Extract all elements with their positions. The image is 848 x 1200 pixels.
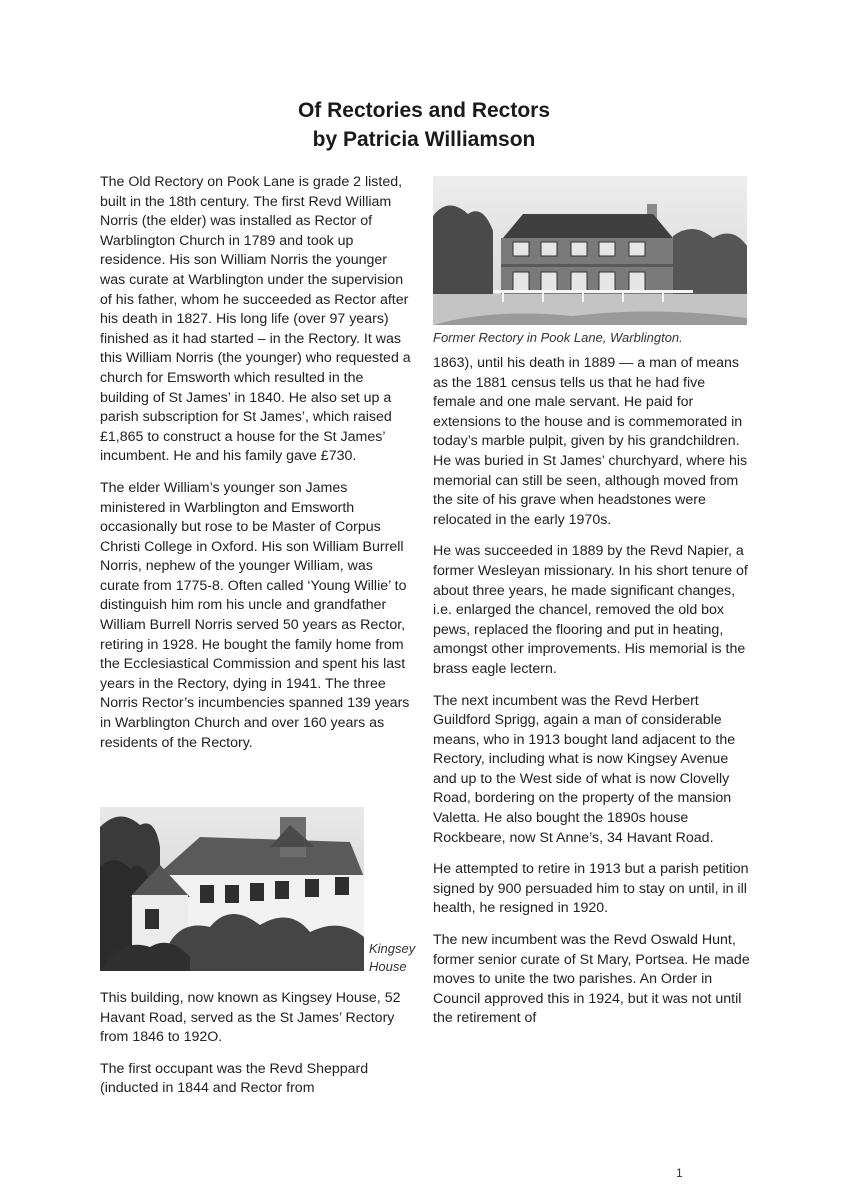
left-column [100, 173, 416, 765]
paragraph: The next incumbent was the Revd Herbert Guildford Sprigg, again a man of considerable means, who in 1913 bought land adjacent to the Rectory, including what is now Kingsey Avenue and up to the West side of what is now Clovelly Road, bordering on the property of the mansion Valetta. He also bought the 1890s house Rockbeare, now St Anne’s, 34 Havant Road. [433, 692, 736, 846]
paragraph: The elder William’s younger son James ministered in Warblington and Emsworth occasionally but rose to be Master of Corpus Christi College in Oxford. His son William Burrell Norris, nephew of the younger William, was curate from 1775-8. Often called ‘Young Willie’ to distinguish him rom his uncle and grandfather William Burrell Norris served 50 years as Rector, retiring in 1928. He bought the family home from the Ecclesiastical Commission and spent his last years in the Rectory, dying in 1941. The three Norris Rector’s incumbencies spanned 139 years in Warblington Church and over 160 years as residents of the Rectory. [100, 479, 410, 751]
paragraph: The first occupant was the Revd Sheppard (inducted in 1844 and Rector from [100, 1060, 369, 1097]
former-rectory-image [433, 176, 747, 325]
page-number: 1 [676, 1166, 683, 1180]
author-line: by Patricia Williamson [312, 128, 536, 151]
paragraph: He was succeeded in 1889 by the Revd Napier, a former Wesleyan missionary. In his short tenure of about three years, he made significant changes, i.e. enlarged the chancel, removed the old box pews, replaced the flooring and put in heating, amongst other improvements. His memorial is the brass eagle lectern. [433, 543, 748, 677]
kingsey-house-image [100, 807, 364, 971]
title-line: Of Rectories and Rectors [297, 99, 551, 122]
former-rectory-photo [433, 176, 747, 325]
former-rectory-caption: Former Rectory in Pook Lane, Warblington. [433, 330, 683, 345]
kingsey-house-caption [369, 940, 421, 976]
paragraph: He attempted to retire in 1913 but a parish petition signed by 900 persuaded him to stay on until, in ill health, he resigned in 1920. [433, 861, 749, 917]
paragraph: 1863), until his death in 1889 — a man of means as the 1881 census tells us that he had five female and one male servant. He paid for extensions to the house and is commemorated in today’s marble pulpit, given by his grandchildren. He was buried in St James’ churchyard, where his memorial can still be seen, although moved from the site of his grave when headstones were relocated in the early 1970s. [433, 355, 748, 528]
caption-line: House [369, 959, 407, 974]
kingsey-house-photo [100, 807, 364, 971]
paragraph: The new incumbent was the Revd Oswald Hunt, former senior curate of St Mary, Portsea. He made moves to unite the two parishes. An Order in Council approved this in 1924, but it was not until the retirement of [433, 932, 750, 1027]
paragraph: The Old Rectory on Pook Lane is grade 2 listed, built in the 18th century. The first Revd William Norris (the elder) was installed as Rector of Warblington Church in 1789 and took up residence. His son William Norris the younger was curate at Warblington under the supervision of his father, whom he succeeded as Rector after his death in 1827. His long life (over 97 years) finished as it had started – in the Rectory. It was this William Norris (the younger) who requested a church for Emsworth which resulted in the building of St James’ in 1840. He also set up a parish subscription for St James’, which raised £1,865 to construct a house for the St James’ incumbent. He and his family gave £730. [100, 174, 411, 465]
right-column [433, 354, 751, 1041]
caption-line: Kingsey [369, 941, 416, 956]
page-title [0, 96, 848, 154]
paragraph: This building, now known as Kingsey House, 52 Havant Road, served as the St James’ Rectory from 1846 to 192O. [100, 990, 401, 1046]
left-column-continued [100, 989, 416, 1111]
